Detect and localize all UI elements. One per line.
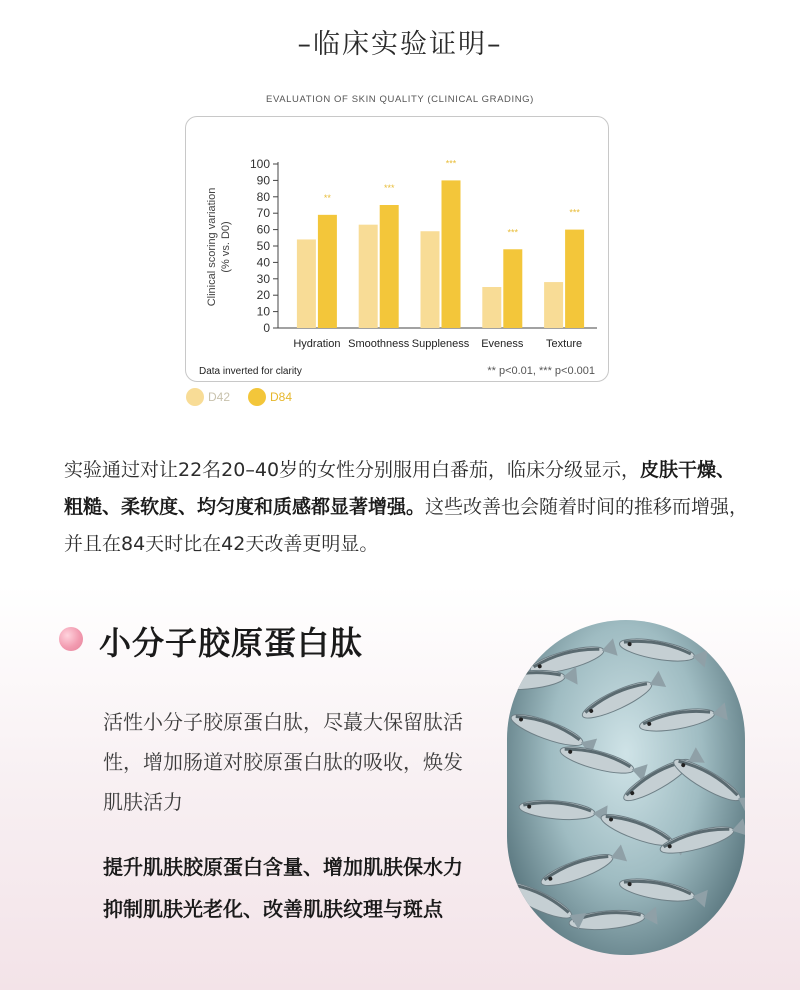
y-axis-label: Clinical scoring variation (% vs. D0) bbox=[206, 187, 232, 307]
y-tick-label: 50 bbox=[256, 239, 270, 253]
significance-stars: *** bbox=[383, 183, 395, 193]
feature-description: 活性小分子胶原蛋白肽，尽蕞大保留肽活性，增加肠道对胶原蛋白肽的吸收，焕发肌肤活力 bbox=[103, 710, 463, 814]
bar-d42-hydration bbox=[297, 239, 316, 328]
fish-shape bbox=[638, 702, 728, 735]
fish-shape bbox=[558, 741, 648, 781]
legend-swatch-d42 bbox=[186, 388, 204, 406]
bar-d42-eveness bbox=[482, 287, 501, 328]
feature-benefit: 提升肌肤胶原蛋白含量、增加肌肤保水力抑制肌肤光老化、改善肌肤纹理与斑点 bbox=[103, 855, 463, 921]
y-tick-label: 90 bbox=[256, 173, 270, 188]
bar-d84-smoothness bbox=[380, 205, 399, 328]
significance-stars: ** bbox=[323, 192, 331, 203]
y-tick-label: 80 bbox=[256, 189, 270, 204]
x-tick-label: Eveness bbox=[481, 338, 524, 350]
study-text-1: 实验通过对让22名20–40岁的女性分别服用白番茄，临床分级显示， bbox=[64, 459, 641, 481]
bar-d84-eveness bbox=[503, 249, 522, 328]
study-description bbox=[64, 452, 754, 563]
fish-shape bbox=[579, 671, 666, 725]
bar-d84-suppleness bbox=[442, 180, 461, 328]
fish-school-image bbox=[507, 620, 745, 955]
fish-shape bbox=[670, 753, 745, 813]
fish-shape bbox=[618, 875, 708, 908]
fish-shape bbox=[538, 844, 627, 891]
x-tick-label: Hydration bbox=[293, 338, 341, 350]
y-tick-label: 0 bbox=[263, 321, 270, 335]
y-tick-label: 70 bbox=[256, 206, 270, 221]
legend-swatch-d84 bbox=[248, 388, 266, 406]
chart-legend bbox=[186, 388, 292, 406]
study-text-bold: 皮肤干燥、粗糙、柔软度、均匀度和质感都显著增强。 bbox=[64, 459, 736, 518]
significance-stars: *** bbox=[445, 158, 457, 169]
y-tick-label: 40 bbox=[256, 255, 270, 270]
fish-illustration bbox=[507, 620, 745, 955]
fish-shape bbox=[518, 798, 607, 824]
x-tick-label: Suppleness bbox=[411, 338, 470, 350]
y-tick-label: 60 bbox=[256, 222, 270, 237]
bar-d42-texture bbox=[544, 282, 563, 328]
bullet-dot-icon bbox=[59, 627, 83, 651]
feature-title: 小分子胶原蛋白肽 bbox=[99, 624, 364, 662]
chart-heading: EVALUATION OF SKIN QUALITY (CLINICAL GRADING) bbox=[266, 94, 534, 105]
x-tick-label: Texture bbox=[546, 338, 583, 350]
section-title: –临床实验证明– bbox=[297, 29, 503, 60]
y-tick-label: 20 bbox=[256, 288, 270, 303]
significance-stars: *** bbox=[569, 207, 580, 218]
study-text-2: 这些改善也会随着时间的推移而增强，并且在84天时比在42天改善更明显。 bbox=[64, 496, 749, 555]
bar-d84-hydration bbox=[318, 215, 337, 328]
bar-chart bbox=[185, 116, 609, 382]
bar-d42-suppleness bbox=[421, 231, 440, 328]
x-tick-label: Smoothness bbox=[348, 338, 410, 350]
legend-label-d42: D42 bbox=[208, 390, 231, 404]
y-tick-label: 30 bbox=[256, 271, 270, 286]
footnote-right: ** p<0.01, *** p<0.001 bbox=[487, 365, 595, 377]
y-tick-label: 100 bbox=[249, 157, 270, 171]
legend-label-d84: D84 bbox=[270, 390, 293, 404]
footnote-left: Data inverted for clarity bbox=[199, 366, 302, 377]
y-tick-label: 10 bbox=[256, 304, 270, 319]
significance-stars: *** bbox=[507, 227, 519, 238]
bar-d42-smoothness bbox=[359, 225, 378, 328]
legend-item-d42 bbox=[186, 388, 230, 406]
legend-item-d84 bbox=[248, 388, 292, 406]
bar-d84-texture bbox=[565, 230, 584, 328]
